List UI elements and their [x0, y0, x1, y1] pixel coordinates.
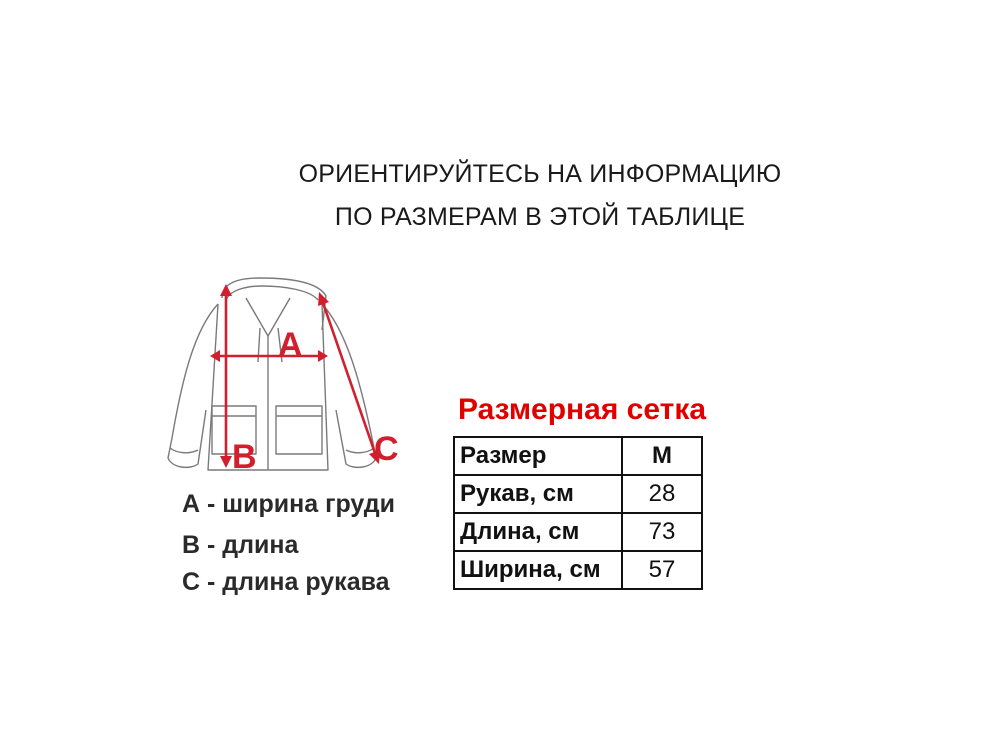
arrow-c	[322, 300, 376, 456]
table-row	[454, 551, 702, 589]
legend-a: А - ширина груди	[182, 490, 395, 518]
heading-line-2: ПО РАЗМЕРАМ В ЭТОЙ ТАБЛИЦЕ	[334, 203, 746, 231]
jacket-outline	[168, 278, 376, 470]
table-row	[454, 513, 702, 551]
heading-line-1: ОРИЕНТИРУЙТЕСЬ НА ИНФОРМАЦИЮ	[298, 160, 782, 188]
header-label: Размер	[454, 437, 622, 475]
row-label: Ширина, см	[454, 551, 622, 589]
legend-b: В - длина	[182, 531, 299, 559]
row-label: Длина, см	[454, 513, 622, 551]
table-header-row	[454, 437, 702, 475]
header-size: M	[622, 437, 702, 475]
size-chart-title: Размерная сетка	[458, 393, 707, 426]
table-row	[454, 475, 702, 513]
label-b: B	[232, 438, 257, 476]
row-value: 73	[622, 513, 702, 551]
row-value: 57	[622, 551, 702, 589]
row-value: 28	[622, 475, 702, 513]
row-label: Рукав, см	[454, 475, 622, 513]
label-a: A	[278, 326, 303, 364]
label-c: C	[374, 430, 399, 468]
legend-c: С - длина рукава	[182, 568, 390, 596]
jacket-diagram	[150, 270, 430, 490]
size-table	[453, 436, 703, 590]
